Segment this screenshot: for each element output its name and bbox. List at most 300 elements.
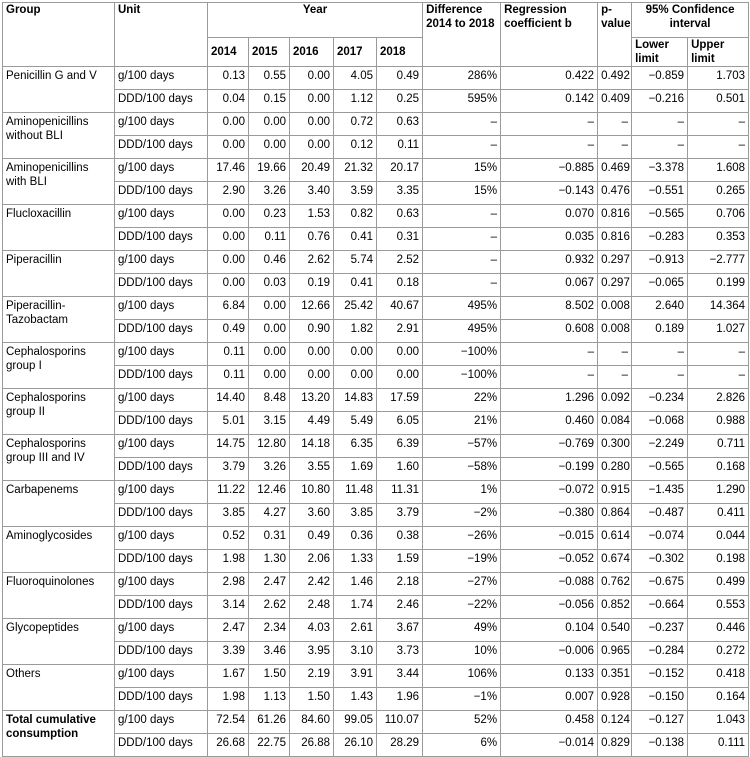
year-value-cell: 0.63 bbox=[377, 113, 423, 136]
upper-limit-cell: 0.272 bbox=[688, 642, 749, 665]
table-row bbox=[3, 527, 749, 550]
regression-cell: 0.142 bbox=[501, 90, 598, 113]
year-value-cell: 0.00 bbox=[249, 297, 290, 320]
lower-limit-cell: −0.152 bbox=[632, 665, 688, 688]
year-value-cell: 1.98 bbox=[208, 550, 249, 573]
year-value-cell: 1.30 bbox=[249, 550, 290, 573]
year-value-cell: 0.38 bbox=[377, 527, 423, 550]
year-value-cell: 3.35 bbox=[377, 182, 423, 205]
consumption-table bbox=[2, 2, 749, 757]
year-value-cell: 0.00 bbox=[290, 136, 334, 159]
table-row bbox=[3, 596, 749, 619]
regression-cell: 0.007 bbox=[501, 688, 598, 711]
year-value-cell: 0.00 bbox=[208, 228, 249, 251]
year-value-cell: 1.53 bbox=[290, 205, 334, 228]
year-2018-header: 2018 bbox=[377, 38, 423, 67]
unit-cell: DDD/100 days bbox=[115, 90, 208, 113]
regression-cell: −0.006 bbox=[501, 642, 598, 665]
unit-cell: DDD/100 days bbox=[115, 642, 208, 665]
year-value-cell: 0.00 bbox=[290, 90, 334, 113]
year-value-cell: 3.91 bbox=[334, 665, 377, 688]
year-value-cell: 0.72 bbox=[334, 113, 377, 136]
lower-limit-cell: – bbox=[632, 343, 688, 366]
year-value-cell: 0.49 bbox=[208, 320, 249, 343]
year-value-cell: 0.90 bbox=[290, 320, 334, 343]
difference-header: Difference 2014 to 2018 bbox=[423, 3, 501, 67]
lower-limit-cell: −0.068 bbox=[632, 412, 688, 435]
year-value-cell: 0.00 bbox=[290, 67, 334, 90]
unit-cell: DDD/100 days bbox=[115, 596, 208, 619]
year-value-cell: 0.00 bbox=[208, 274, 249, 297]
year-value-cell: 1.67 bbox=[208, 665, 249, 688]
upper-limit-cell: 0.168 bbox=[688, 458, 749, 481]
upper-limit-cell: −2.777 bbox=[688, 251, 749, 274]
regression-cell: 1.296 bbox=[501, 389, 598, 412]
year-value-cell: 0.82 bbox=[334, 205, 377, 228]
year-value-cell: 0.25 bbox=[377, 90, 423, 113]
regression-cell: −0.885 bbox=[501, 159, 598, 182]
year-value-cell: 3.67 bbox=[377, 619, 423, 642]
difference-cell: 21% bbox=[423, 412, 501, 435]
group-name-cell: Cephalosporins group I bbox=[3, 343, 115, 389]
lower-limit-cell: −0.138 bbox=[632, 734, 688, 757]
year-value-cell: 1.12 bbox=[334, 90, 377, 113]
group-name-cell: Aminopenicillins without BLI bbox=[3, 113, 115, 159]
year-value-cell: 0.11 bbox=[208, 343, 249, 366]
regression-cell: – bbox=[501, 366, 598, 389]
year-value-cell: 40.67 bbox=[377, 297, 423, 320]
regression-cell: −0.014 bbox=[501, 734, 598, 757]
table-row bbox=[3, 412, 749, 435]
group-name-cell: Piperacillin-Tazobactam bbox=[3, 297, 115, 343]
year-value-cell: 0.11 bbox=[208, 366, 249, 389]
year-value-cell: 11.22 bbox=[208, 481, 249, 504]
year-value-cell: 26.88 bbox=[290, 734, 334, 757]
pvalue-cell: 0.614 bbox=[598, 527, 632, 550]
difference-cell: −1% bbox=[423, 688, 501, 711]
year-value-cell: 5.01 bbox=[208, 412, 249, 435]
year-value-cell: 0.63 bbox=[377, 205, 423, 228]
year-value-cell: 20.49 bbox=[290, 159, 334, 182]
lower-limit-cell: −1.435 bbox=[632, 481, 688, 504]
group-name-cell: Penicillin G and V bbox=[3, 67, 115, 113]
unit-cell: DDD/100 days bbox=[115, 228, 208, 251]
year-value-cell: 0.55 bbox=[249, 67, 290, 90]
upper-limit-cell: 0.446 bbox=[688, 619, 749, 642]
year-value-cell: 0.46 bbox=[249, 251, 290, 274]
year-value-cell: 0.00 bbox=[290, 343, 334, 366]
regression-cell: – bbox=[501, 136, 598, 159]
table-body bbox=[3, 67, 749, 757]
unit-cell: g/100 days bbox=[115, 159, 208, 182]
table-row bbox=[3, 274, 749, 297]
upper-limit-cell: 0.706 bbox=[688, 205, 749, 228]
year-value-cell: 6.05 bbox=[377, 412, 423, 435]
unit-cell: DDD/100 days bbox=[115, 504, 208, 527]
year-value-cell: 1.43 bbox=[334, 688, 377, 711]
year-value-cell: 3.46 bbox=[249, 642, 290, 665]
group-name-cell: Fluoroquinolones bbox=[3, 573, 115, 619]
difference-cell: −19% bbox=[423, 550, 501, 573]
pvalue-cell: 0.915 bbox=[598, 481, 632, 504]
year-value-cell: 0.13 bbox=[208, 67, 249, 90]
lower-limit-cell: −0.150 bbox=[632, 688, 688, 711]
pvalue-cell: 0.928 bbox=[598, 688, 632, 711]
table-row bbox=[3, 343, 749, 366]
year-value-cell: 3.79 bbox=[208, 458, 249, 481]
group-name-cell: Aminoglycosides bbox=[3, 527, 115, 573]
difference-cell: 595% bbox=[423, 90, 501, 113]
difference-cell: – bbox=[423, 274, 501, 297]
upper-limit-cell: 1.290 bbox=[688, 481, 749, 504]
year-value-cell: 12.66 bbox=[290, 297, 334, 320]
regression-cell: −0.088 bbox=[501, 573, 598, 596]
year-value-cell: 2.52 bbox=[377, 251, 423, 274]
year-value-cell: 61.26 bbox=[249, 711, 290, 734]
year-value-cell: 0.31 bbox=[377, 228, 423, 251]
regression-cell: −0.015 bbox=[501, 527, 598, 550]
year-value-cell: 0.03 bbox=[249, 274, 290, 297]
regression-cell: – bbox=[501, 343, 598, 366]
lower-limit-cell: −0.237 bbox=[632, 619, 688, 642]
year-value-cell: 1.82 bbox=[334, 320, 377, 343]
difference-cell: 15% bbox=[423, 159, 501, 182]
pvalue-cell: 0.864 bbox=[598, 504, 632, 527]
upper-limit-cell: 0.711 bbox=[688, 435, 749, 458]
year-value-cell: 11.31 bbox=[377, 481, 423, 504]
pvalue-cell: 0.092 bbox=[598, 389, 632, 412]
year-value-cell: 19.66 bbox=[249, 159, 290, 182]
lower-limit-cell: −2.249 bbox=[632, 435, 688, 458]
year-value-cell: 2.62 bbox=[249, 596, 290, 619]
table-row bbox=[3, 136, 749, 159]
year-value-cell: 0.00 bbox=[334, 343, 377, 366]
year-value-cell: 0.12 bbox=[334, 136, 377, 159]
regression-header: Regression coefficient b bbox=[501, 3, 598, 67]
pvalue-cell: 0.829 bbox=[598, 734, 632, 757]
regression-cell: −0.052 bbox=[501, 550, 598, 573]
table-row bbox=[3, 228, 749, 251]
difference-cell: −58% bbox=[423, 458, 501, 481]
year-value-cell: 3.85 bbox=[208, 504, 249, 527]
pvalue-cell: 0.852 bbox=[598, 596, 632, 619]
table-header bbox=[3, 3, 749, 67]
year-value-cell: 0.11 bbox=[377, 136, 423, 159]
table-row bbox=[3, 711, 749, 734]
unit-cell: DDD/100 days bbox=[115, 366, 208, 389]
regression-cell: −0.143 bbox=[501, 182, 598, 205]
year-value-cell: 72.54 bbox=[208, 711, 249, 734]
unit-cell: g/100 days bbox=[115, 665, 208, 688]
lower-limit-cell: −0.234 bbox=[632, 389, 688, 412]
upper-limit-cell: 0.499 bbox=[688, 573, 749, 596]
year-value-cell: 3.55 bbox=[290, 458, 334, 481]
lower-limit-cell: −0.565 bbox=[632, 205, 688, 228]
year-value-cell: 3.95 bbox=[290, 642, 334, 665]
year-value-cell: 14.83 bbox=[334, 389, 377, 412]
lower-limit-cell: −0.074 bbox=[632, 527, 688, 550]
lower-limit-cell: 2.640 bbox=[632, 297, 688, 320]
year-value-cell: 0.18 bbox=[377, 274, 423, 297]
upper-limit-cell: – bbox=[688, 136, 749, 159]
year-value-cell: 3.59 bbox=[334, 182, 377, 205]
group-name-cell: Aminopenicillins with BLI bbox=[3, 159, 115, 205]
regression-cell: −0.769 bbox=[501, 435, 598, 458]
unit-cell: g/100 days bbox=[115, 297, 208, 320]
group-name-cell: Others bbox=[3, 665, 115, 711]
year-value-cell: 2.61 bbox=[334, 619, 377, 642]
lower-limit-cell: −0.065 bbox=[632, 274, 688, 297]
year-value-cell: 28.29 bbox=[377, 734, 423, 757]
year-value-cell: 0.76 bbox=[290, 228, 334, 251]
unit-cell: DDD/100 days bbox=[115, 136, 208, 159]
unit-cell: DDD/100 days bbox=[115, 458, 208, 481]
year-value-cell: 10.80 bbox=[290, 481, 334, 504]
table-row bbox=[3, 67, 749, 90]
upper-limit-cell: 0.501 bbox=[688, 90, 749, 113]
year-value-cell: 0.11 bbox=[249, 228, 290, 251]
difference-cell: – bbox=[423, 251, 501, 274]
year-value-cell: 2.19 bbox=[290, 665, 334, 688]
year-value-cell: 0.19 bbox=[290, 274, 334, 297]
pvalue-cell: – bbox=[598, 113, 632, 136]
table-row bbox=[3, 504, 749, 527]
pvalue-cell: 0.008 bbox=[598, 320, 632, 343]
year-value-cell: 0.00 bbox=[290, 366, 334, 389]
year-value-cell: 3.39 bbox=[208, 642, 249, 665]
lower-limit-cell: −0.284 bbox=[632, 642, 688, 665]
unit-cell: g/100 days bbox=[115, 343, 208, 366]
lower-limit-cell: −0.283 bbox=[632, 228, 688, 251]
regression-cell: 0.070 bbox=[501, 205, 598, 228]
lower-limit-cell: −0.664 bbox=[632, 596, 688, 619]
pvalue-cell: 0.124 bbox=[598, 711, 632, 734]
table-row bbox=[3, 573, 749, 596]
year-2017-header: 2017 bbox=[334, 38, 377, 67]
pvalue-cell: 0.084 bbox=[598, 412, 632, 435]
year-value-cell: 3.79 bbox=[377, 504, 423, 527]
year-value-cell: 4.27 bbox=[249, 504, 290, 527]
regression-cell: 0.460 bbox=[501, 412, 598, 435]
group-name-cell: Glycopeptides bbox=[3, 619, 115, 665]
year-value-cell: 0.00 bbox=[334, 366, 377, 389]
upper-limit-cell: 1.027 bbox=[688, 320, 749, 343]
lower-limit-cell: 0.189 bbox=[632, 320, 688, 343]
upper-limit-cell: 0.988 bbox=[688, 412, 749, 435]
year-value-cell: 99.05 bbox=[334, 711, 377, 734]
upper-limit-cell: 14.364 bbox=[688, 297, 749, 320]
year-value-cell: 17.59 bbox=[377, 389, 423, 412]
pvalue-cell: – bbox=[598, 366, 632, 389]
lower-limit-cell: −0.127 bbox=[632, 711, 688, 734]
upper-limit-cell: 1.043 bbox=[688, 711, 749, 734]
year-value-cell: 6.84 bbox=[208, 297, 249, 320]
year-value-cell: 1.33 bbox=[334, 550, 377, 573]
year-value-cell: 1.74 bbox=[334, 596, 377, 619]
upper-limit-cell: 0.111 bbox=[688, 734, 749, 757]
difference-cell: – bbox=[423, 228, 501, 251]
regression-cell: −0.072 bbox=[501, 481, 598, 504]
year-value-cell: 0.52 bbox=[208, 527, 249, 550]
year-value-cell: 0.00 bbox=[249, 136, 290, 159]
year-header: Year bbox=[208, 3, 423, 38]
year-value-cell: 4.49 bbox=[290, 412, 334, 435]
year-value-cell: 2.48 bbox=[290, 596, 334, 619]
difference-cell: 286% bbox=[423, 67, 501, 90]
difference-cell: −2% bbox=[423, 504, 501, 527]
unit-cell: g/100 days bbox=[115, 205, 208, 228]
pvalue-cell: 0.762 bbox=[598, 573, 632, 596]
lower-limit-cell: – bbox=[632, 136, 688, 159]
year-2015-header: 2015 bbox=[249, 38, 290, 67]
year-value-cell: 0.00 bbox=[377, 366, 423, 389]
lower-limit-cell: −0.302 bbox=[632, 550, 688, 573]
year-value-cell: 0.23 bbox=[249, 205, 290, 228]
difference-cell: −27% bbox=[423, 573, 501, 596]
year-value-cell: 2.98 bbox=[208, 573, 249, 596]
year-value-cell: 3.60 bbox=[290, 504, 334, 527]
regression-cell: 0.035 bbox=[501, 228, 598, 251]
pvalue-cell: 0.674 bbox=[598, 550, 632, 573]
unit-cell: g/100 days bbox=[115, 619, 208, 642]
group-header: Group bbox=[3, 3, 115, 67]
year-value-cell: 2.47 bbox=[208, 619, 249, 642]
pvalue-cell: 0.816 bbox=[598, 205, 632, 228]
lower-limit-cell: −3.378 bbox=[632, 159, 688, 182]
difference-cell: −26% bbox=[423, 527, 501, 550]
unit-cell: g/100 days bbox=[115, 113, 208, 136]
lower-limit-cell: −0.565 bbox=[632, 458, 688, 481]
pvalue-cell: 0.492 bbox=[598, 67, 632, 90]
lower-limit-cell: −0.859 bbox=[632, 67, 688, 90]
upper-limit-cell: 0.553 bbox=[688, 596, 749, 619]
regression-cell: 0.608 bbox=[501, 320, 598, 343]
table-row bbox=[3, 366, 749, 389]
table-row bbox=[3, 550, 749, 573]
difference-cell: – bbox=[423, 113, 501, 136]
upper-limit-cell: 0.353 bbox=[688, 228, 749, 251]
pvalue-cell: 0.409 bbox=[598, 90, 632, 113]
year-value-cell: 2.42 bbox=[290, 573, 334, 596]
regression-cell: 0.104 bbox=[501, 619, 598, 642]
year-value-cell: 0.00 bbox=[249, 366, 290, 389]
year-value-cell: 2.18 bbox=[377, 573, 423, 596]
regression-cell: −0.056 bbox=[501, 596, 598, 619]
group-name-cell: Total cumulative consumption bbox=[3, 711, 115, 757]
year-value-cell: 26.10 bbox=[334, 734, 377, 757]
pvalue-cell: – bbox=[598, 136, 632, 159]
lower-limit-cell: −0.487 bbox=[632, 504, 688, 527]
difference-cell: – bbox=[423, 205, 501, 228]
lower-limit-cell: −0.913 bbox=[632, 251, 688, 274]
year-value-cell: 2.34 bbox=[249, 619, 290, 642]
year-value-cell: 2.90 bbox=[208, 182, 249, 205]
year-value-cell: 110.07 bbox=[377, 711, 423, 734]
group-name-cell: Cephalosporins group II bbox=[3, 389, 115, 435]
unit-cell: DDD/100 days bbox=[115, 688, 208, 711]
difference-cell: −22% bbox=[423, 596, 501, 619]
table-row bbox=[3, 251, 749, 274]
table-row bbox=[3, 734, 749, 757]
pvalue-cell: 0.965 bbox=[598, 642, 632, 665]
difference-cell: −57% bbox=[423, 435, 501, 458]
upper-limit-header: Upper limit bbox=[688, 38, 749, 67]
difference-cell: 52% bbox=[423, 711, 501, 734]
year-value-cell: 12.80 bbox=[249, 435, 290, 458]
pvalue-cell: 0.476 bbox=[598, 182, 632, 205]
year-value-cell: 3.85 bbox=[334, 504, 377, 527]
upper-limit-cell: 0.199 bbox=[688, 274, 749, 297]
difference-cell: 15% bbox=[423, 182, 501, 205]
lower-limit-cell: −0.551 bbox=[632, 182, 688, 205]
year-value-cell: 4.03 bbox=[290, 619, 334, 642]
year-value-cell: 14.18 bbox=[290, 435, 334, 458]
table-row bbox=[3, 90, 749, 113]
year-value-cell: 11.48 bbox=[334, 481, 377, 504]
year-2016-header: 2016 bbox=[290, 38, 334, 67]
year-value-cell: 0.00 bbox=[377, 343, 423, 366]
year-value-cell: 5.49 bbox=[334, 412, 377, 435]
table-row bbox=[3, 458, 749, 481]
table-row bbox=[3, 389, 749, 412]
lower-limit-cell: −0.216 bbox=[632, 90, 688, 113]
year-value-cell: 6.39 bbox=[377, 435, 423, 458]
year-value-cell: 0.36 bbox=[334, 527, 377, 550]
pvalue-cell: 0.297 bbox=[598, 251, 632, 274]
pvalue-cell: 0.816 bbox=[598, 228, 632, 251]
year-value-cell: 1.69 bbox=[334, 458, 377, 481]
year-value-cell: 0.00 bbox=[249, 320, 290, 343]
regression-cell: – bbox=[501, 113, 598, 136]
unit-cell: DDD/100 days bbox=[115, 550, 208, 573]
year-value-cell: 3.14 bbox=[208, 596, 249, 619]
year-value-cell: 0.04 bbox=[208, 90, 249, 113]
group-name-cell: Cephalosporins group III and IV bbox=[3, 435, 115, 481]
unit-cell: g/100 days bbox=[115, 481, 208, 504]
year-value-cell: 3.26 bbox=[249, 182, 290, 205]
group-name-cell: Piperacillin bbox=[3, 251, 115, 297]
difference-cell: −100% bbox=[423, 343, 501, 366]
year-value-cell: 1.50 bbox=[249, 665, 290, 688]
upper-limit-cell: 1.608 bbox=[688, 159, 749, 182]
year-value-cell: 84.60 bbox=[290, 711, 334, 734]
lower-limit-cell: −0.675 bbox=[632, 573, 688, 596]
upper-limit-cell: 0.411 bbox=[688, 504, 749, 527]
table-row bbox=[3, 665, 749, 688]
year-value-cell: 21.32 bbox=[334, 159, 377, 182]
table-row bbox=[3, 113, 749, 136]
regression-cell: 0.422 bbox=[501, 67, 598, 90]
year-value-cell: 12.46 bbox=[249, 481, 290, 504]
year-value-cell: 25.42 bbox=[334, 297, 377, 320]
difference-cell: 495% bbox=[423, 320, 501, 343]
year-value-cell: 1.59 bbox=[377, 550, 423, 573]
year-value-cell: 4.05 bbox=[334, 67, 377, 90]
upper-limit-cell: 2.826 bbox=[688, 389, 749, 412]
unit-cell: g/100 days bbox=[115, 527, 208, 550]
year-value-cell: 0.00 bbox=[249, 343, 290, 366]
year-value-cell: 0.15 bbox=[249, 90, 290, 113]
upper-limit-cell: – bbox=[688, 113, 749, 136]
year-2014-header: 2014 bbox=[208, 38, 249, 67]
table-row bbox=[3, 205, 749, 228]
difference-cell: – bbox=[423, 136, 501, 159]
year-value-cell: 17.46 bbox=[208, 159, 249, 182]
table-row bbox=[3, 435, 749, 458]
year-value-cell: 2.91 bbox=[377, 320, 423, 343]
ci-header: 95% Confidence interval bbox=[632, 3, 749, 38]
difference-cell: 106% bbox=[423, 665, 501, 688]
